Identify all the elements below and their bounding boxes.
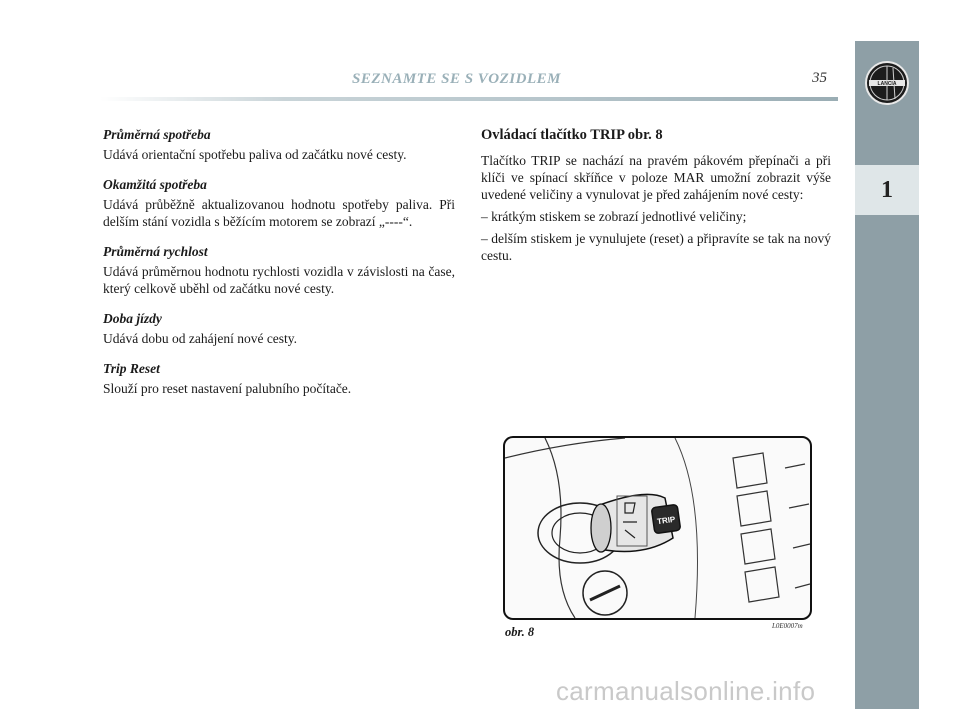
section-instant-consumption [103,177,455,230]
trip-bullet-short-press: – krátkým stiskem se zobrazí jednotlivé veličiny; [481,209,747,224]
header-rule [100,97,838,101]
section-heading: Trip Reset [103,361,160,376]
section-body: Slouží pro reset nastavení palubního počítače. [103,381,352,396]
logo-text: LANCIA [877,81,897,87]
trip-heading: Ovládací tlačítko TRIP obr. 8 [481,127,663,143]
section-heading: Průměrná spotřeba [103,127,211,142]
right-column [481,127,831,269]
section-body: Udává dobu od zahájení nové cesty. [103,331,298,346]
trip-button-label: TRIP [656,514,676,527]
section-average-speed [103,244,455,297]
watermark: carmanualsonline.info [556,676,816,706]
section-body: Udává průběžně aktualizovanou hodnotu spotřeby paliva. Při delším stání vozidla s běžícím motorem se zobrazí „----“. [103,197,455,229]
section-heading: Průměrná rychlost [103,244,208,259]
left-column [103,127,455,411]
chapter-sidebar [855,41,919,709]
lancia-logo-icon [863,59,911,107]
trip-stalk-illustration [505,438,810,618]
page-number: 35 [812,70,827,86]
section-trip-reset [103,361,455,397]
section-body: Udává orientační spotřebu paliva od začátku nové cesty. [103,147,407,162]
section-body: Udává průměrnou hodnotu rychlosti vozidla v závislosti na čase, který celkově uběhl od začátku nové cesty. [103,264,455,296]
trip-bullet-long-press: – delším stiskem je vynulujete (reset) a připravíte se tak na nový cestu. [481,231,831,263]
section-heading: Okamžitá spotřeba [103,177,207,192]
figure-trip-stalk [503,436,812,620]
chapter-tab: 1 [855,165,919,215]
section-trip-time [103,311,455,347]
brand-logo [855,41,919,125]
figure-caption: obr. 8 [505,625,535,639]
section-title: SEZNAMTE SE S VOZIDLEM [352,71,561,87]
figure-code: L0E0007m [772,622,803,630]
trip-intro: Tlačítko TRIP se nachází na pravém pákovém přepínači a při klíči ve spínací skříňce v poloze MAR umožní zobrazit výše uvedené veličiny a vynulovat je před zahájením nové cesty: [481,153,831,202]
section-average-consumption [103,127,455,163]
section-heading: Doba jízdy [103,311,162,326]
